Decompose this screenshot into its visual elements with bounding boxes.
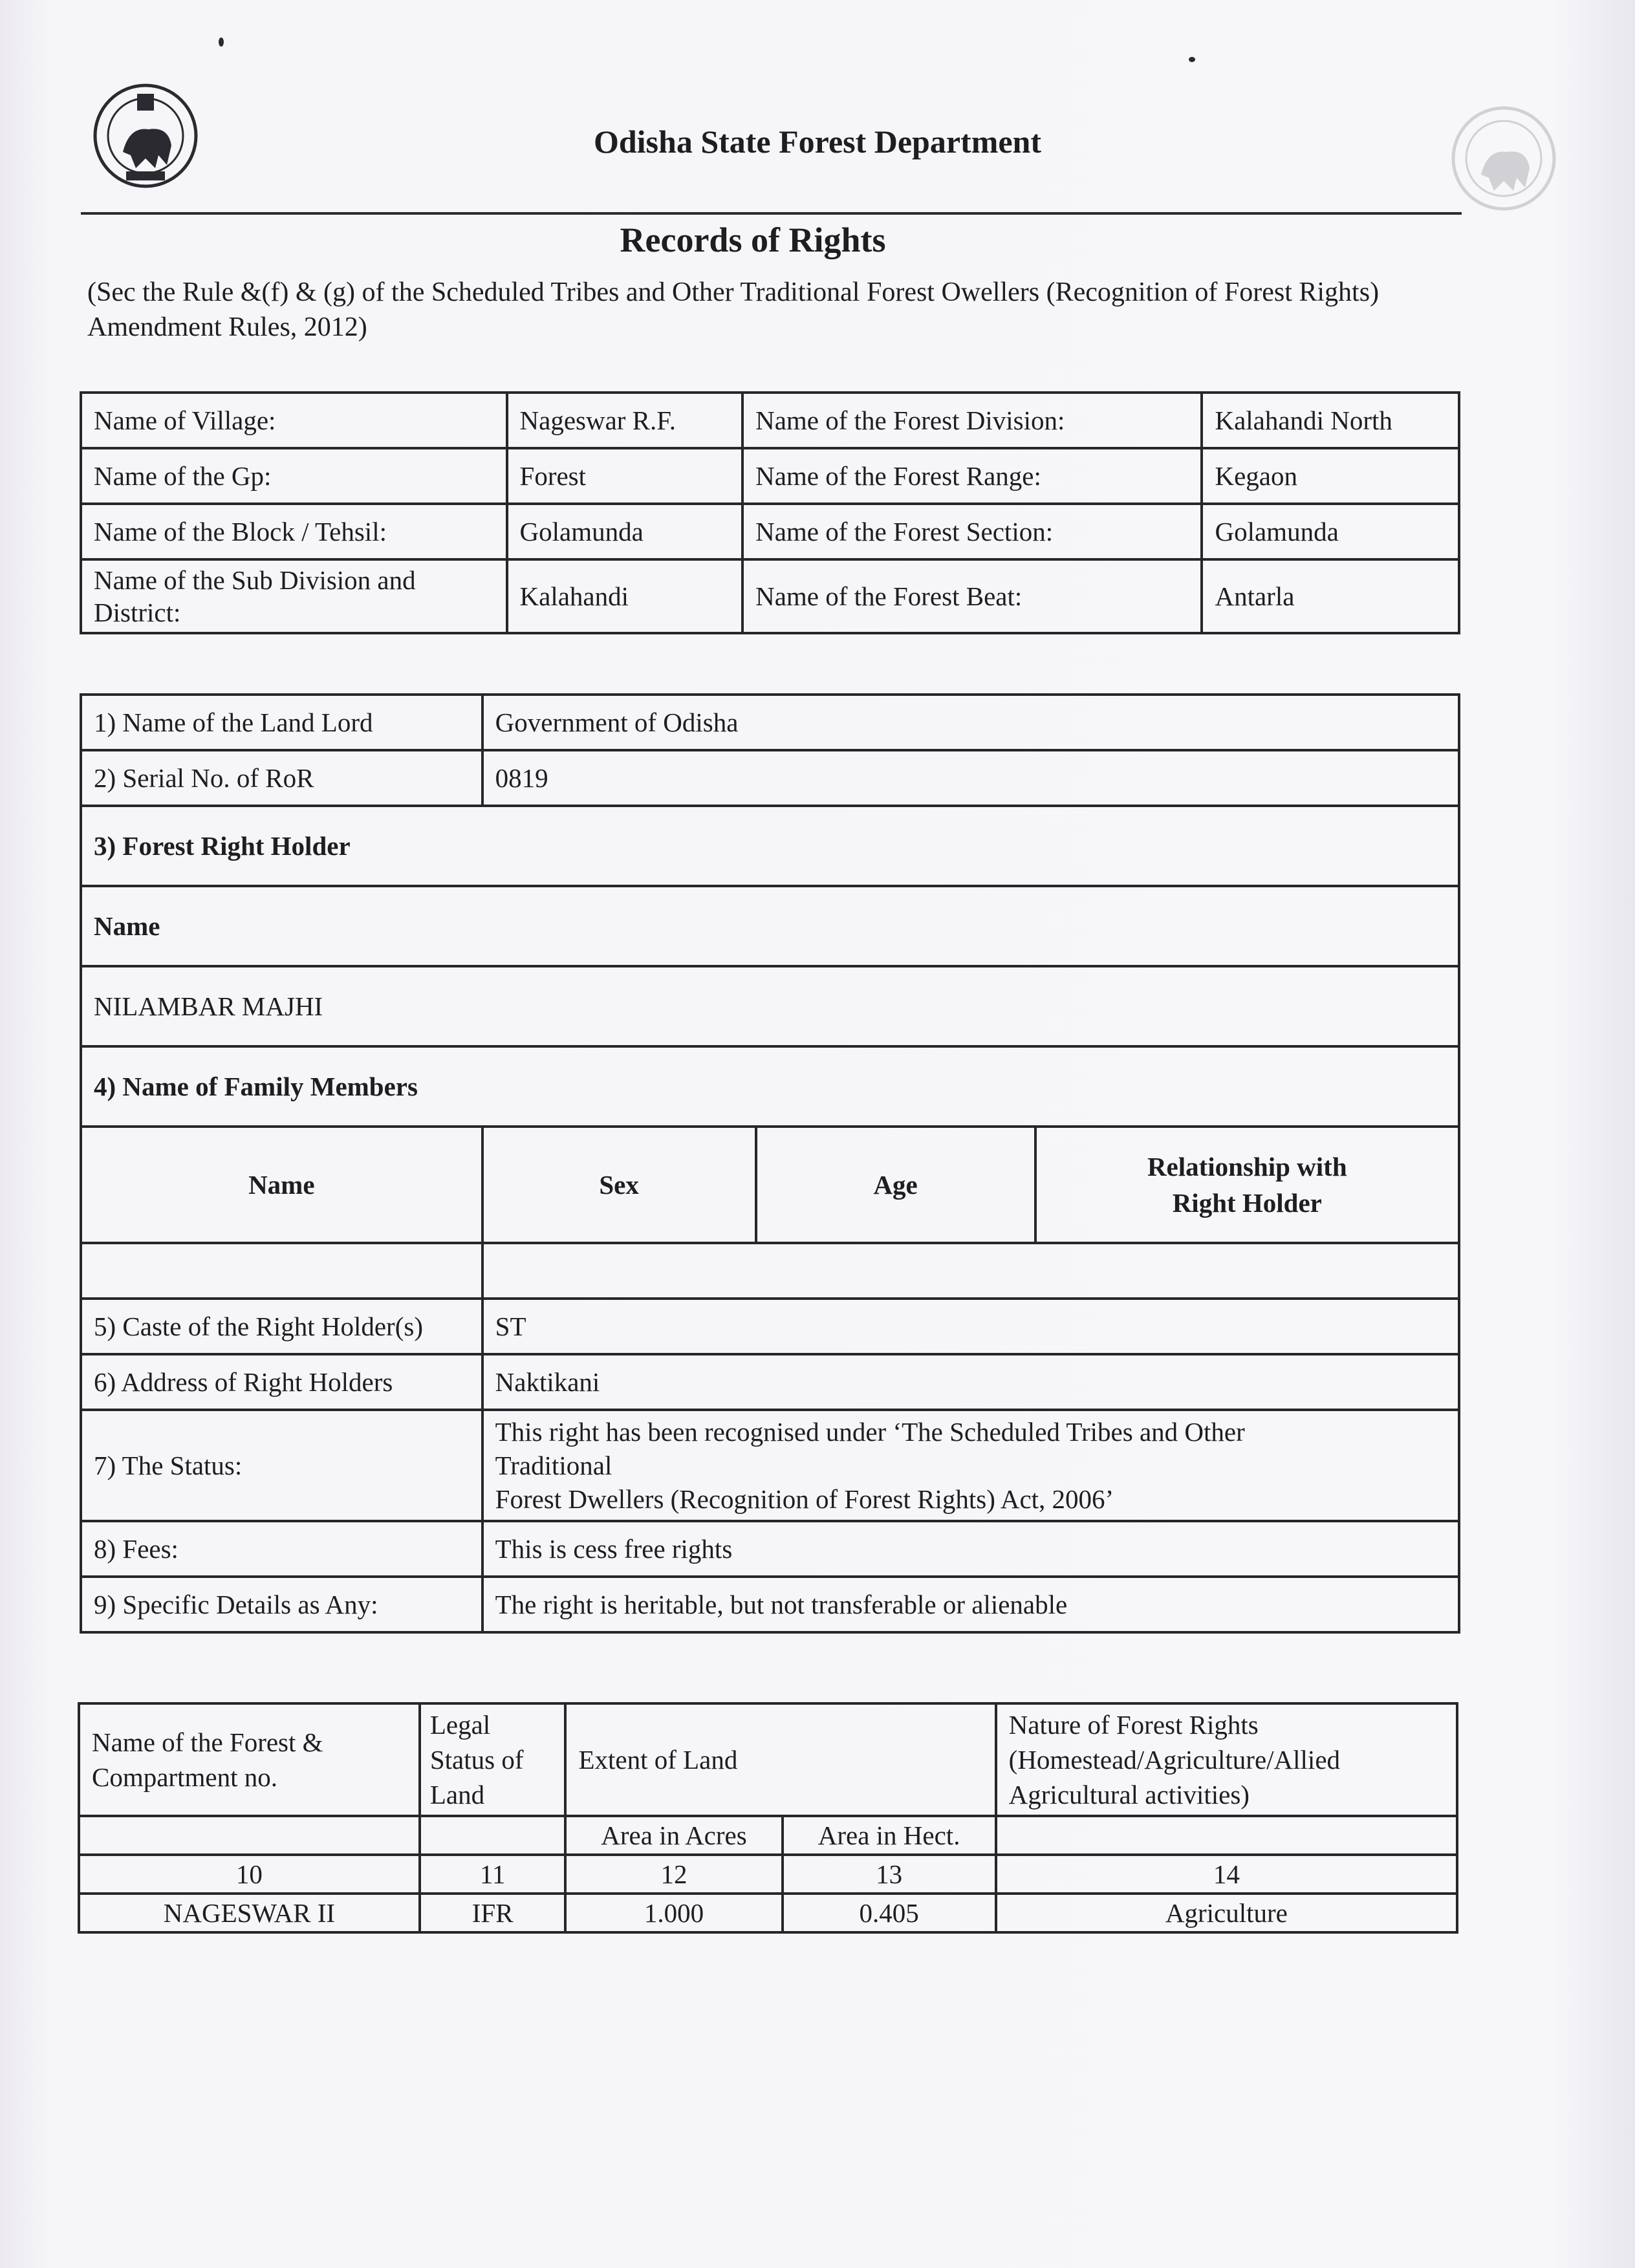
village-label: Name of Village: (81, 393, 507, 448)
column-number: 10 (79, 1855, 420, 1894)
table-row (81, 1354, 1459, 1410)
address-label: 6) Address of Right Holders (81, 1354, 482, 1410)
table-row (81, 750, 1459, 806)
faded-emblem-icon (1449, 97, 1559, 226)
status-line: Traditional (495, 1451, 612, 1480)
serial-value: 0819 (482, 750, 1459, 806)
details-label: 9) Specific Details as Any: (81, 1577, 482, 1632)
land-lord-value: Government of Odisha (482, 695, 1459, 750)
caste-value: ST (482, 1299, 1459, 1354)
family-empty-row (81, 1243, 1459, 1299)
empty-cell (79, 1816, 420, 1855)
area-hect-value: 0.405 (783, 1894, 996, 1932)
column-number: 13 (783, 1855, 996, 1894)
family-col-name: Name (81, 1127, 482, 1243)
table-row (81, 504, 1459, 559)
forest-division-label: Name of the Forest Division: (742, 393, 1202, 448)
status-value (482, 1410, 1459, 1521)
forest-range-value: Kegaon (1202, 448, 1459, 504)
scan-speck (219, 38, 224, 47)
col-legal-status: Legal Status of Land (420, 1703, 566, 1816)
fees-value: This is cess free rights (482, 1521, 1459, 1577)
village-value: Nageswar R.F. (507, 393, 743, 448)
family-heading: 4) Name of Family Members (81, 1046, 1459, 1127)
column-number: 12 (565, 1855, 782, 1894)
family-header-row (81, 1127, 1459, 1243)
col-extent-of-land: Extent of Land (565, 1703, 995, 1816)
table-row (81, 393, 1459, 448)
subdivision-label: Name of the Sub Division and District: (81, 559, 507, 633)
serial-label: 2) Serial No. of RoR (81, 750, 482, 806)
land-table (78, 1702, 1458, 1934)
subdivision-value: Kalahandi (507, 559, 743, 633)
land-lord-label: 1) Name of the Land Lord (81, 695, 482, 750)
land-header-row (79, 1703, 1457, 1816)
column-number: 14 (996, 1855, 1457, 1894)
holder-heading: 3) Forest Right Holder (81, 806, 1459, 886)
forest-section-label: Name of the Forest Section: (742, 504, 1202, 559)
fees-label: 8) Fees: (81, 1521, 482, 1577)
details-value: The right is heritable, but not transferable or alienable (482, 1577, 1459, 1632)
status-line: This right has been recognised under ‘The Scheduled Tribes and Other (495, 1417, 1245, 1447)
department-title: Odisha State Forest Department (593, 124, 1042, 160)
empty-cell (996, 1816, 1457, 1855)
table-row (81, 448, 1459, 504)
sub-area-acres: Area in Acres (565, 1816, 782, 1855)
document-subtitle: (Sec the Rule &(f) & (g) of the Scheduled Tribes and Other Traditional Forest Owellers (Recognition of Forest Rights) Amendment Rules, 2012) (87, 277, 1380, 342)
sub-area-hect: Area in Hect. (783, 1816, 996, 1855)
status-label: 7) The Status: (81, 1410, 482, 1521)
forest-section-value: Golamunda (1202, 504, 1459, 559)
family-col-relationship: Relationship with Right Holder (1035, 1127, 1459, 1243)
block-label: Name of the Block / Tehsil: (81, 504, 507, 559)
land-number-row (79, 1855, 1457, 1894)
forest-beat-label: Name of the Forest Beat: (742, 559, 1202, 633)
land-data-row (79, 1894, 1457, 1932)
scan-speck (1189, 57, 1195, 62)
col-forest-compartment: Name of the Forest & Compartment no. (79, 1703, 420, 1816)
name-heading: Name (81, 886, 1459, 966)
table-row (81, 886, 1459, 966)
gp-label: Name of the Gp: (81, 448, 507, 504)
table-row (81, 1577, 1459, 1632)
gp-value: Forest (507, 448, 743, 504)
empty-cell (420, 1816, 566, 1855)
document-title: Records of Rights (620, 221, 886, 259)
table-row (81, 1046, 1459, 1127)
address-value: Naktikani (482, 1354, 1459, 1410)
status-line: Forest Dwellers (Recognition of Forest Rights) Act, 2006’ (495, 1484, 1114, 1514)
holder-name: NILAMBAR MAJHI (81, 966, 1459, 1046)
table-row (81, 1299, 1459, 1354)
column-number: 11 (420, 1855, 566, 1894)
forest-range-label: Name of the Forest Range: (742, 448, 1202, 504)
forest-beat-value: Antarla (1202, 559, 1459, 633)
nature-value: Agriculture (996, 1894, 1457, 1932)
family-empty-cell (482, 1243, 1459, 1299)
forest-division-value: Kalahandi North (1202, 393, 1459, 448)
table-row (81, 1410, 1459, 1521)
family-col-sex: Sex (482, 1127, 756, 1243)
land-subheader-row (79, 1816, 1457, 1855)
family-col-age: Age (756, 1127, 1035, 1243)
area-acres-value: 1.000 (565, 1894, 782, 1932)
location-table (80, 391, 1460, 634)
table-row (81, 695, 1459, 750)
block-value: Golamunda (507, 504, 743, 559)
forest-name-value: NAGESWAR II (79, 1894, 420, 1932)
table-row (81, 1521, 1459, 1577)
table-row (81, 806, 1459, 886)
table-row (81, 966, 1459, 1046)
col-nature-of-rights: Nature of Forest Rights (Homestead/Agriculture/Allied Agricultural activities) (996, 1703, 1457, 1816)
legal-status-value: IFR (420, 1894, 566, 1932)
caste-label: 5) Caste of the Right Holder(s) (81, 1299, 482, 1354)
table-row (81, 559, 1459, 633)
record-table (80, 693, 1460, 1634)
family-empty-cell (81, 1243, 482, 1299)
header-divider (81, 212, 1462, 215)
